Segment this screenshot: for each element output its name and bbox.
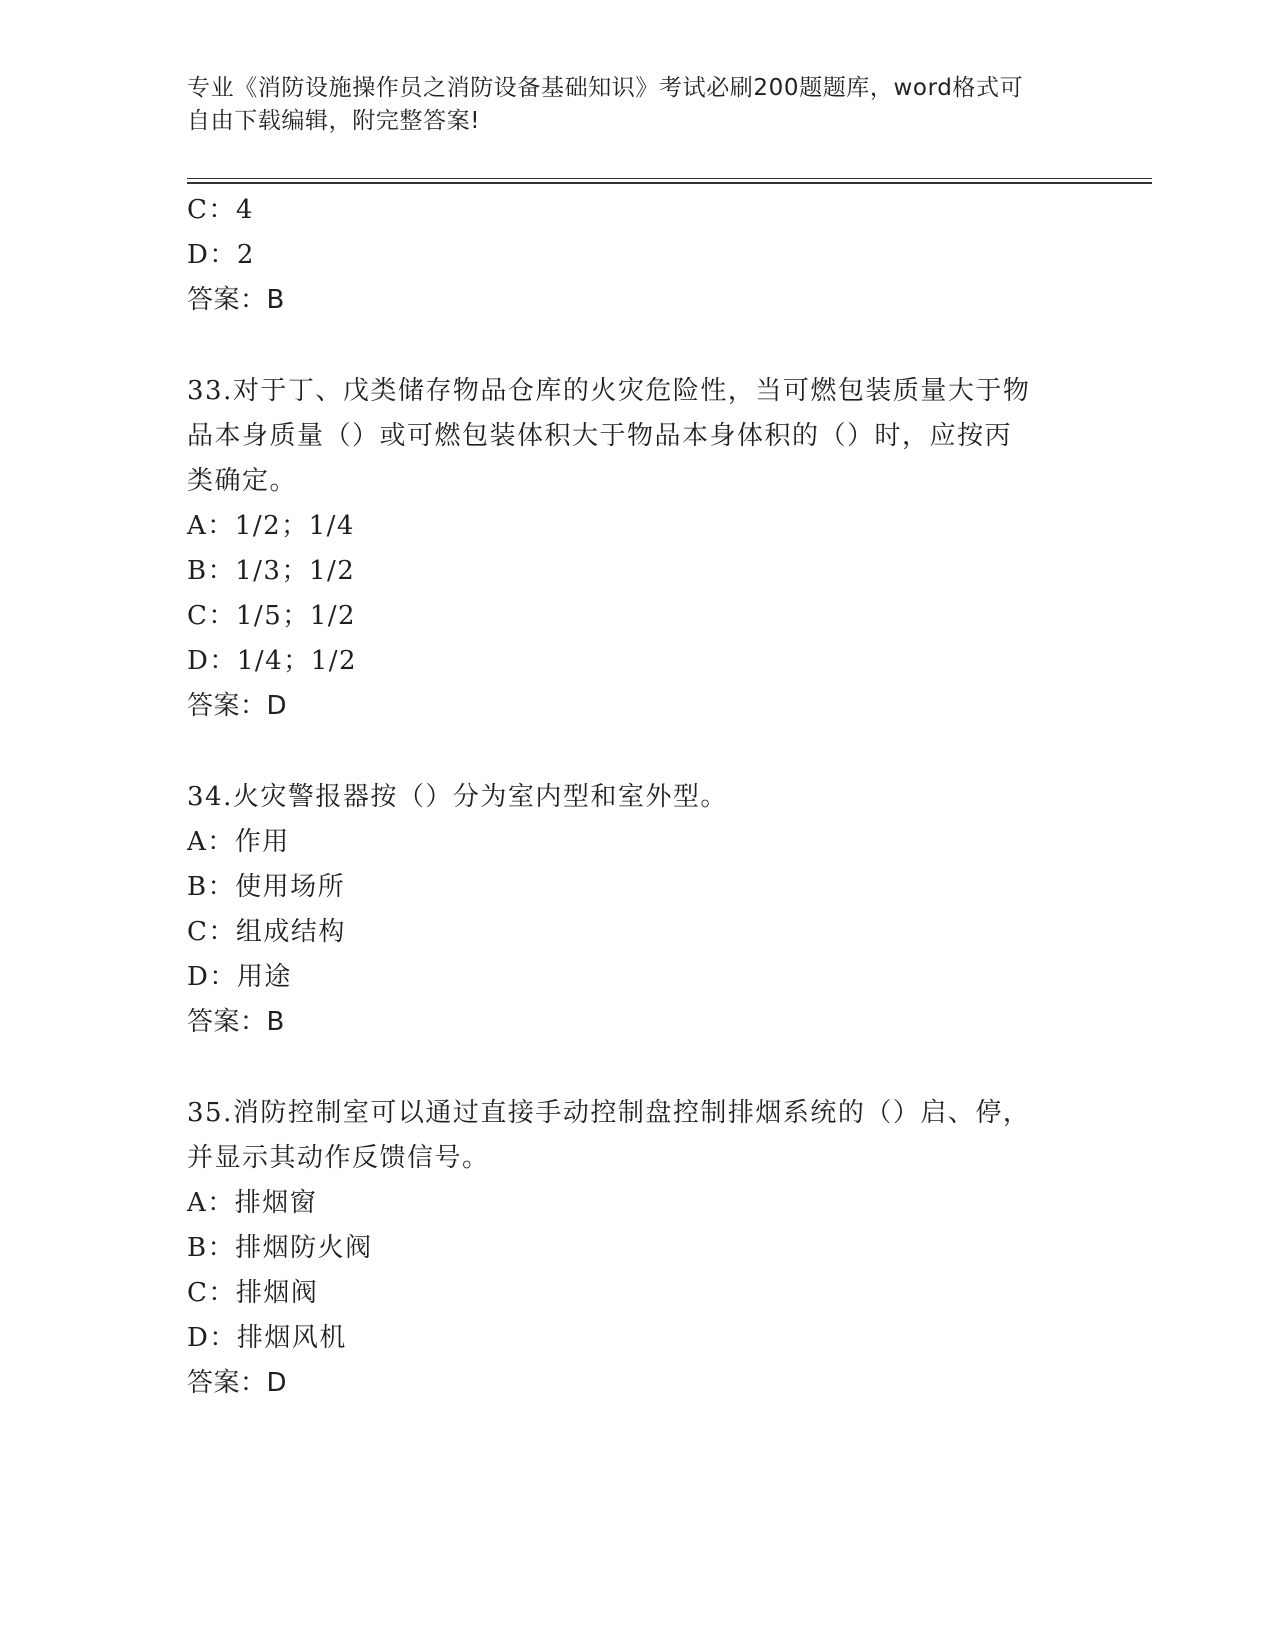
page-header (187, 72, 1067, 138)
option-line: A：排烟窗 (187, 1188, 318, 1218)
question-text-line: 并显示其动作反馈信号。 (187, 1143, 490, 1173)
question-text-line: 35.消防控制室可以通过直接手动控制盘控制排烟系统的（）启、停， (187, 1098, 1031, 1128)
question-spacer (187, 729, 1087, 775)
option-line: C：4 (187, 195, 254, 225)
option-line: D：2 (187, 240, 255, 270)
answer-line: 答案：B (187, 1007, 285, 1037)
option-line: B：1/3；1/2 (187, 556, 356, 586)
question-content (187, 188, 1087, 1406)
option-line: C：1/5；1/2 (187, 601, 357, 631)
question-text-line: 33.对于丁、戊类储存物品仓库的火灾危险性，当可燃包装质量大于物 (187, 376, 1031, 406)
header-line-2: 自由下载编辑，附完整答案! (187, 108, 481, 134)
answer-line: 答案：D (187, 1368, 288, 1398)
option-line: A：1/2；1/4 (187, 511, 355, 541)
answer-line: 答案：B (187, 285, 285, 315)
option-line: B：排烟防火阀 (187, 1233, 373, 1263)
option-line: C：组成结构 (187, 917, 346, 947)
question-spacer (187, 323, 1087, 369)
option-line: C：排烟阀 (187, 1278, 319, 1308)
question-text-line: 类确定。 (187, 466, 298, 496)
header-line-1: 专业《消防设施操作员之消防设备基础知识》考试必刷200题题库，word格式可 (187, 75, 1024, 101)
question-spacer (187, 1045, 1087, 1091)
option-line: D：用途 (187, 962, 292, 992)
header-divider-bottom (187, 182, 1152, 184)
option-line: B：使用场所 (187, 872, 346, 902)
header-divider-top (187, 178, 1152, 179)
option-line: D：1/4；1/2 (187, 646, 358, 676)
option-line: D：排烟风机 (187, 1323, 347, 1353)
answer-line: 答案：D (187, 691, 288, 721)
option-line: A：作用 (187, 827, 290, 857)
question-text-line: 34.火灾警报器按（）分为室内型和室外型。 (187, 782, 728, 812)
question-text-line: 品本身质量（）或可燃包装体积大于物品本身体积的（）时，应按丙 (187, 421, 1013, 451)
